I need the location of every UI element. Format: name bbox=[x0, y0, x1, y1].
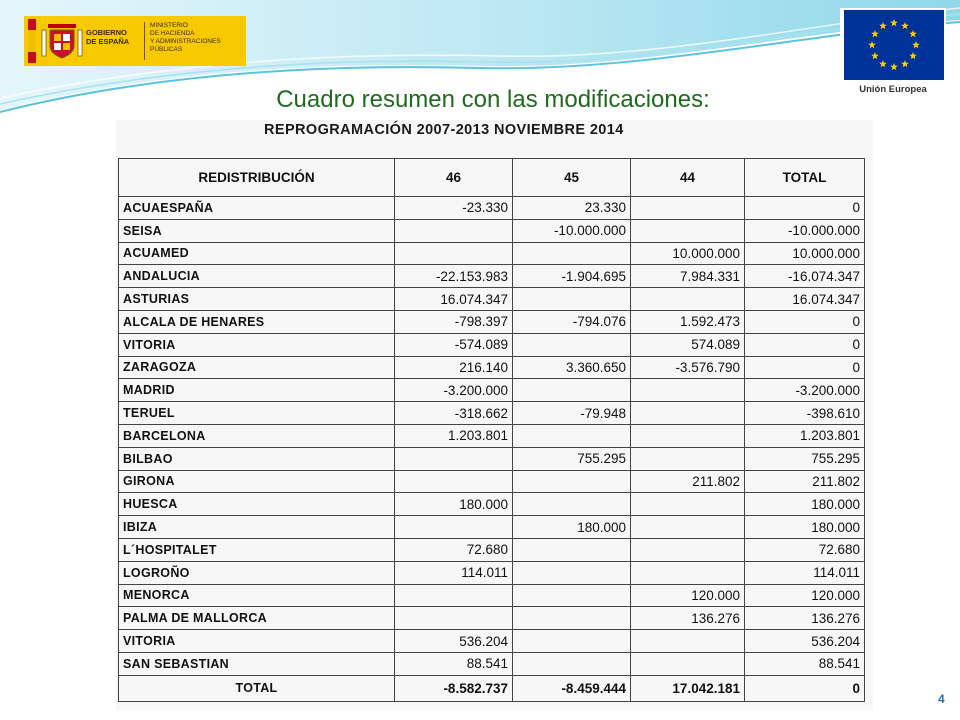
total-cell-45: -8.459.444 bbox=[513, 675, 631, 701]
row-name: BARCELONA bbox=[119, 424, 395, 447]
cell-45 bbox=[513, 652, 631, 675]
cell-45: -1.904.695 bbox=[513, 265, 631, 288]
cell-45 bbox=[513, 424, 631, 447]
cell-total: 0 bbox=[745, 356, 865, 379]
table-row bbox=[119, 219, 865, 242]
cell-total: 120.000 bbox=[745, 584, 865, 607]
eu-label: Unión Europea bbox=[859, 84, 927, 95]
cell-total: -16.074.347 bbox=[745, 265, 865, 288]
cell-46 bbox=[395, 447, 513, 470]
cell-44 bbox=[631, 219, 745, 242]
spain-flag-icon bbox=[28, 19, 36, 63]
cell-44: 7.984.331 bbox=[631, 265, 745, 288]
cell-46 bbox=[395, 242, 513, 265]
cell-44 bbox=[631, 197, 745, 220]
cell-45 bbox=[513, 493, 631, 516]
cell-46: -22.153.983 bbox=[395, 265, 513, 288]
cell-total: 72.680 bbox=[745, 538, 865, 561]
cell-total: -10.000.000 bbox=[745, 219, 865, 242]
total-label: TOTAL bbox=[119, 675, 395, 701]
cell-44 bbox=[631, 630, 745, 653]
table-row bbox=[119, 630, 865, 653]
row-name: L´HOSPITALET bbox=[119, 538, 395, 561]
cell-46: 216.140 bbox=[395, 356, 513, 379]
table-row bbox=[119, 493, 865, 516]
cell-44 bbox=[631, 379, 745, 402]
row-name: PALMA DE MALLORCA bbox=[119, 607, 395, 630]
cell-45: -794.076 bbox=[513, 310, 631, 333]
table-row bbox=[119, 265, 865, 288]
row-name: HUESCA bbox=[119, 493, 395, 516]
slide-title: Cuadro resumen con las modificaciones: bbox=[276, 86, 710, 113]
cell-45: -79.948 bbox=[513, 402, 631, 425]
column-header: TOTAL bbox=[745, 159, 865, 197]
cell-46: -798.397 bbox=[395, 310, 513, 333]
cell-44 bbox=[631, 652, 745, 675]
cell-total: 0 bbox=[745, 310, 865, 333]
cell-45 bbox=[513, 561, 631, 584]
cell-44 bbox=[631, 538, 745, 561]
table-row bbox=[119, 561, 865, 584]
cell-46: 1.203.801 bbox=[395, 424, 513, 447]
government-logo bbox=[24, 16, 246, 66]
cell-45 bbox=[513, 584, 631, 607]
cell-46 bbox=[395, 516, 513, 539]
cell-44 bbox=[631, 561, 745, 584]
cell-45 bbox=[513, 379, 631, 402]
cell-46: 72.680 bbox=[395, 538, 513, 561]
row-name: ALCALA DE HENARES bbox=[119, 310, 395, 333]
table-row bbox=[119, 447, 865, 470]
cell-45 bbox=[513, 288, 631, 311]
table-heading: REPROGRAMACIÓN 2007-2013 NOVIEMBRE 2014 bbox=[264, 122, 624, 138]
column-header: 45 bbox=[513, 159, 631, 197]
row-name: VITORIA bbox=[119, 630, 395, 653]
cell-44 bbox=[631, 288, 745, 311]
table-row bbox=[119, 288, 865, 311]
table-row bbox=[119, 242, 865, 265]
cell-46: -318.662 bbox=[395, 402, 513, 425]
cell-45 bbox=[513, 333, 631, 356]
page-number: 4 bbox=[938, 692, 945, 706]
total-cell-46: -8.582.737 bbox=[395, 675, 513, 701]
cell-44: 10.000.000 bbox=[631, 242, 745, 265]
cell-45: 180.000 bbox=[513, 516, 631, 539]
column-header: 44 bbox=[631, 159, 745, 197]
cell-44 bbox=[631, 447, 745, 470]
total-cell-44: 17.042.181 bbox=[631, 675, 745, 701]
cell-45 bbox=[513, 607, 631, 630]
cell-44: 1.592.473 bbox=[631, 310, 745, 333]
row-name: IBIZA bbox=[119, 516, 395, 539]
table-row bbox=[119, 652, 865, 675]
table-row bbox=[119, 584, 865, 607]
row-name: VITORIA bbox=[119, 333, 395, 356]
row-name: ZARAGOZA bbox=[119, 356, 395, 379]
cell-total: 180.000 bbox=[745, 493, 865, 516]
cell-44 bbox=[631, 402, 745, 425]
cell-total: -3.200.000 bbox=[745, 379, 865, 402]
coat-of-arms-icon bbox=[40, 22, 84, 60]
cell-45 bbox=[513, 470, 631, 493]
table-total-row bbox=[119, 675, 865, 701]
table-row bbox=[119, 333, 865, 356]
row-name: MADRID bbox=[119, 379, 395, 402]
row-name: LOGROÑO bbox=[119, 561, 395, 584]
eu-flag-icon bbox=[844, 10, 944, 80]
cell-total: 0 bbox=[745, 197, 865, 220]
table-row bbox=[119, 197, 865, 220]
cell-46: 536.204 bbox=[395, 630, 513, 653]
cell-46 bbox=[395, 470, 513, 493]
cell-46: 88.541 bbox=[395, 652, 513, 675]
cell-46: -3.200.000 bbox=[395, 379, 513, 402]
eu-logo bbox=[840, 8, 946, 98]
cell-total: -398.610 bbox=[745, 402, 865, 425]
row-name: ASTURIAS bbox=[119, 288, 395, 311]
cell-44 bbox=[631, 516, 745, 539]
row-name: TERUEL bbox=[119, 402, 395, 425]
cell-46: 180.000 bbox=[395, 493, 513, 516]
cell-45 bbox=[513, 538, 631, 561]
row-name: ANDALUCIA bbox=[119, 265, 395, 288]
government-name: GOBIERNO DE ESPAÑA bbox=[86, 28, 130, 46]
table-row bbox=[119, 538, 865, 561]
cell-44 bbox=[631, 493, 745, 516]
row-name: ACUAMED bbox=[119, 242, 395, 265]
cell-total: 88.541 bbox=[745, 652, 865, 675]
cell-44: -3.576.790 bbox=[631, 356, 745, 379]
cell-44: 211.802 bbox=[631, 470, 745, 493]
cell-45: 3.360.650 bbox=[513, 356, 631, 379]
cell-45 bbox=[513, 242, 631, 265]
ministry-name: MINISTERIO DE HACIENDA Y ADMINISTRACIONES PÚBLICAS bbox=[150, 22, 221, 53]
table-row bbox=[119, 356, 865, 379]
cell-total: 211.802 bbox=[745, 470, 865, 493]
cell-44: 136.276 bbox=[631, 607, 745, 630]
row-name: GIRONA bbox=[119, 470, 395, 493]
cell-46 bbox=[395, 607, 513, 630]
cell-46 bbox=[395, 219, 513, 242]
row-name: ACUAESPAÑA bbox=[119, 197, 395, 220]
cell-total: 180.000 bbox=[745, 516, 865, 539]
table-row bbox=[119, 470, 865, 493]
total-cell-total: 0 bbox=[745, 675, 865, 701]
cell-45: 23.330 bbox=[513, 197, 631, 220]
row-name: SAN SEBASTIAN bbox=[119, 652, 395, 675]
cell-total: 1.203.801 bbox=[745, 424, 865, 447]
row-name: BILBAO bbox=[119, 447, 395, 470]
cell-44: 120.000 bbox=[631, 584, 745, 607]
table-header-row bbox=[119, 159, 865, 197]
cell-46: 114.011 bbox=[395, 561, 513, 584]
cell-46 bbox=[395, 584, 513, 607]
cell-45 bbox=[513, 630, 631, 653]
logo-divider bbox=[144, 22, 145, 60]
column-header: REDISTRIBUCIÓN bbox=[119, 159, 395, 197]
row-name: SEISA bbox=[119, 219, 395, 242]
cell-total: 0 bbox=[745, 333, 865, 356]
cell-46: -574.089 bbox=[395, 333, 513, 356]
table-row bbox=[119, 402, 865, 425]
cell-45: 755.295 bbox=[513, 447, 631, 470]
redistribution-table bbox=[118, 158, 865, 702]
cell-45: -10.000.000 bbox=[513, 219, 631, 242]
cell-total: 136.276 bbox=[745, 607, 865, 630]
table-row bbox=[119, 516, 865, 539]
cell-46: 16.074.347 bbox=[395, 288, 513, 311]
cell-46: -23.330 bbox=[395, 197, 513, 220]
cell-total: 16.074.347 bbox=[745, 288, 865, 311]
cell-total: 755.295 bbox=[745, 447, 865, 470]
row-name: MENORCA bbox=[119, 584, 395, 607]
table-row bbox=[119, 607, 865, 630]
cell-total: 114.011 bbox=[745, 561, 865, 584]
table-row bbox=[119, 424, 865, 447]
table-row bbox=[119, 310, 865, 333]
cell-44: 574.089 bbox=[631, 333, 745, 356]
cell-total: 10.000.000 bbox=[745, 242, 865, 265]
table-row bbox=[119, 379, 865, 402]
cell-total: 536.204 bbox=[745, 630, 865, 653]
cell-44 bbox=[631, 424, 745, 447]
column-header: 46 bbox=[395, 159, 513, 197]
